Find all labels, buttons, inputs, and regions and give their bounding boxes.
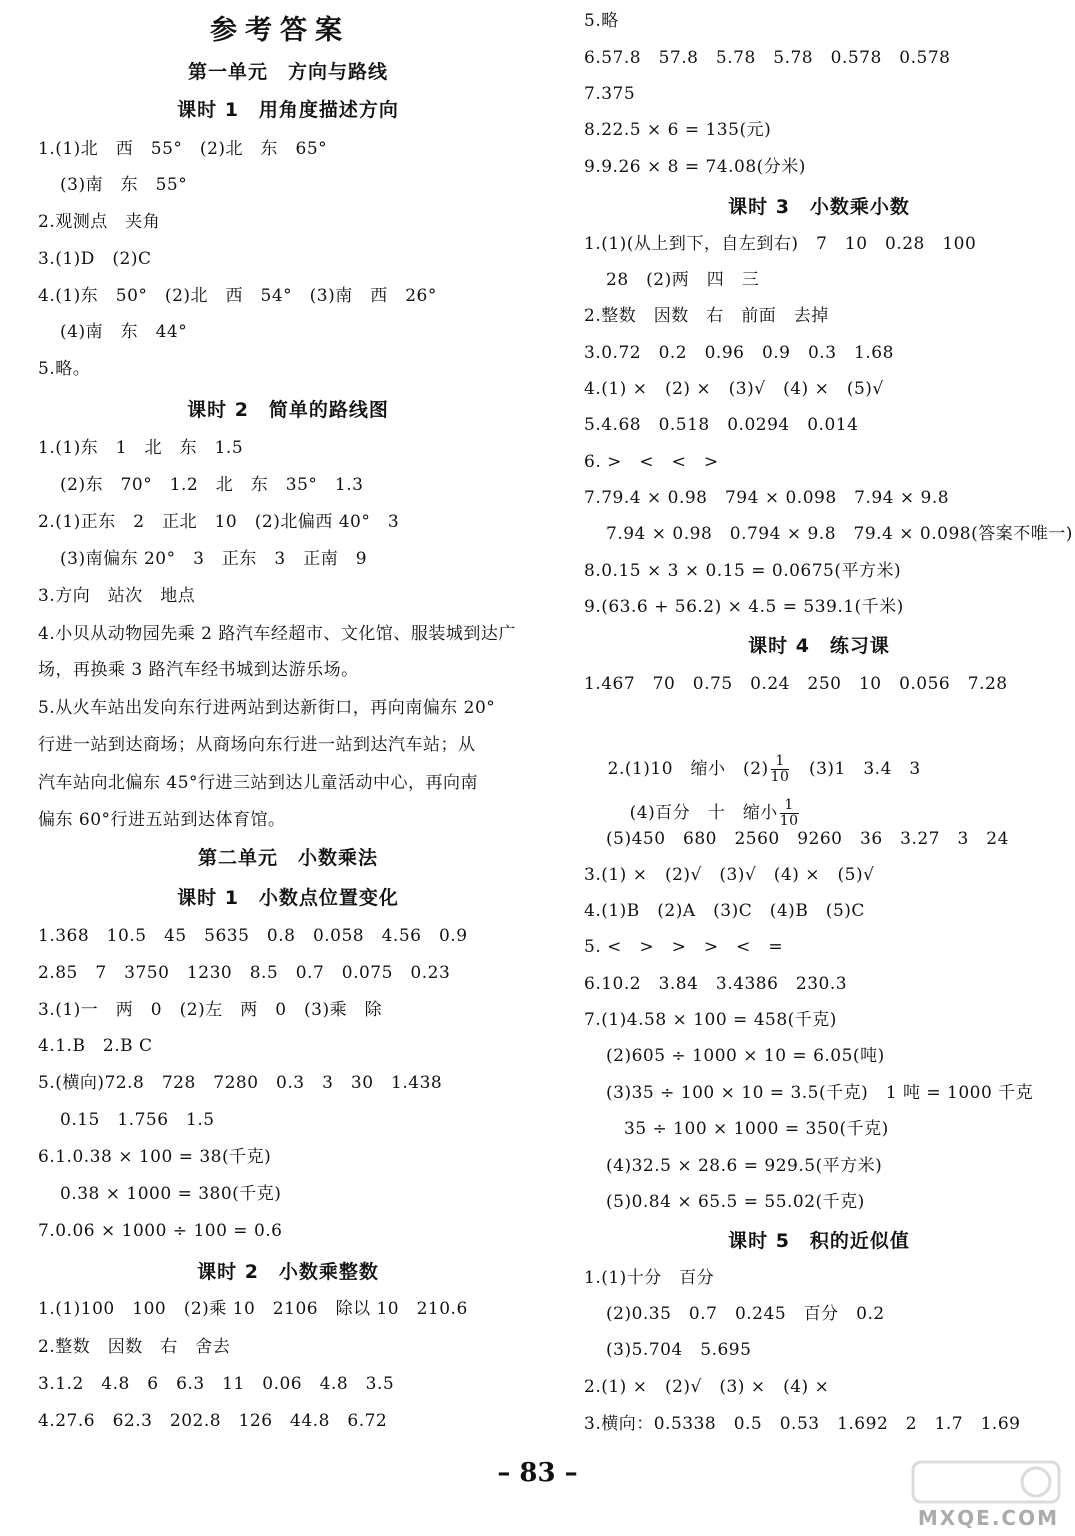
answer-line: (3)35 ÷ 100 × 10 = 3.5(千克) 1 吨 = 1000 千克 — [606, 1083, 1034, 1103]
answer-line: 1.467 70 0.75 0.24 250 10 0.056 7.28 — [584, 674, 1008, 694]
page-title: 参考答案 — [210, 15, 350, 46]
fraction-denominator: 10 — [770, 769, 790, 785]
answer-line: 4.(1)东 50° (2)北 西 54° (3)南 西 26° — [38, 286, 437, 306]
answer-line: 2.85 7 3750 1230 8.5 0.7 0.075 0.23 — [38, 963, 451, 983]
answer-line: 场，再换乘 3 路汽车经书城到达游乐场。 — [38, 660, 359, 680]
answer-line: (4)32.5 × 28.6 = 929.5(平方米) — [606, 1156, 883, 1176]
answer-line: 9.9.26 × 8 = 74.08(分米) — [584, 157, 806, 177]
page-number: – 83 – — [497, 1458, 578, 1488]
fraction-denominator: 10 — [779, 813, 799, 829]
answer-line: 4.(1) × (2) × (3)√ (4) × (5)√ — [584, 379, 884, 399]
answer-line: 8.22.5 × 6 = 135(元) — [584, 120, 772, 140]
answer-line: 6. > < < > — [584, 452, 719, 472]
lesson4-heading: 课时 4 练习课 — [748, 635, 890, 657]
answer-line: (3)5.704 5.695 — [606, 1340, 752, 1360]
answer-line: 4.27.6 62.3 202.8 126 44.8 6.72 — [38, 1411, 388, 1431]
answer-line: 3.(1)D (2)C — [38, 249, 152, 269]
answer-line: 汽车站向北偏东 45°行进三站到达儿童活动中心，再向南 — [38, 773, 479, 793]
answer-line: (2)0.35 0.7 0.245 百分 0.2 — [606, 1304, 885, 1324]
answer-line: 5.4.68 0.518 0.0294 0.014 — [584, 415, 859, 435]
answer-line: 28 (2)两 四 三 — [606, 270, 760, 290]
answer-line: 1.(1)100 100 (2)乘 10 2106 除以 10 210.6 — [38, 1299, 468, 1319]
answer-text: (3)1 3.4 3 — [791, 759, 921, 779]
unit1-heading: 第一单元 方向与路线 — [187, 61, 388, 83]
answer-line: 35 ÷ 100 × 1000 = 350(千克) — [624, 1119, 889, 1139]
unit1-lesson1-heading: 课时 1 用角度描述方向 — [177, 99, 399, 121]
answer-line: (3)南偏东 20° 3 正东 3 正南 9 — [60, 549, 368, 569]
answer-line: 3.方向 站次 地点 — [38, 586, 196, 606]
answer-line: 6.10.2 3.84 3.4386 230.3 — [584, 974, 848, 994]
answer-line: 1.368 10.5 45 5635 0.8 0.058 4.56 0.9 — [38, 926, 468, 946]
lesson3-heading: 课时 3 小数乘小数 — [728, 196, 910, 218]
answer-line: 7.375 — [584, 84, 636, 104]
answer-line: (3)南 东 55° — [60, 175, 188, 195]
answer-line: 7.94 × 0.98 0.794 × 9.8 79.4 × 0.098(答案不唯一) — [606, 524, 1073, 544]
answer-line: 2.整数 因数 右 前面 去掉 — [584, 306, 829, 326]
answer-line: 4.1.B 2.B C — [38, 1036, 153, 1056]
answer-line: 1.(1)十分 百分 — [584, 1268, 715, 1288]
lesson5-heading: 课时 5 积的近似值 — [728, 1230, 910, 1252]
answer-line: 2.(1) × (2)√ (3) × (4) × — [584, 1377, 830, 1397]
answer-line: 8.0.15 × 3 × 0.15 = 0.0675(平方米) — [584, 561, 902, 581]
answer-line: 1.(1)(从上到下，自左到右) 7 10 0.28 100 — [584, 234, 977, 254]
answer-line: 3.(1) × (2)√ (3)√ (4) × (5)√ — [584, 865, 875, 885]
answer-line: 4.(1)B (2)A (3)C (4)B (5)C — [584, 901, 865, 921]
unit2-lesson2-heading: 课时 2 小数乘整数 — [197, 1261, 379, 1283]
answer-line: 2.整数 因数 右 舍去 — [38, 1337, 231, 1357]
answer-line: 2.观测点 夹角 — [38, 212, 161, 232]
answer-line: 1.(1)东 1 北 东 1.5 — [38, 438, 244, 458]
answer-line: 1.(1)北 西 55° (2)北 东 65° — [38, 139, 328, 159]
answer-line: 9.(63.6 + 56.2) × 4.5 = 539.1(千米) — [584, 597, 904, 617]
answer-line: (2)605 ÷ 1000 × 10 = 6.05(吨) — [606, 1046, 885, 1066]
answer-line: 3.0.72 0.2 0.96 0.9 0.3 1.68 — [584, 343, 894, 363]
answer-line: (5)450 680 2560 9260 36 3.27 3 24 — [606, 829, 1009, 849]
answer-line: 5. < > > > < = — [584, 937, 784, 957]
answer-line: (4)南 东 44° — [60, 322, 188, 342]
watermark-text: MXQE.COM — [917, 1506, 1059, 1530]
answer-line: 3.(1)一 两 0 (2)左 两 0 (3)乘 除 — [38, 1000, 383, 1020]
answer-line: 7.0.06 × 1000 ÷ 100 = 0.6 — [38, 1221, 283, 1241]
answer-line: (2)东 70° 1.2 北 东 35° 1.3 — [60, 475, 364, 495]
answer-line: 0.15 1.756 1.5 — [60, 1110, 215, 1130]
answer-line: 5.从火车站出发向东行进两站到达新街口，再向南偏东 20° — [38, 698, 496, 718]
fraction-numerator: 1 — [784, 797, 794, 813]
fraction — [780, 798, 799, 829]
unit1-lesson2-heading: 课时 2 简单的路线图 — [187, 399, 389, 421]
answer-line: 5.(横向)72.8 728 7280 0.3 3 30 1.438 — [38, 1073, 443, 1093]
answer-text: (4)百分 十 缩小 — [629, 803, 778, 823]
answer-line: 2.(1)正东 2 正北 10 (2)北偏西 40° 3 — [38, 512, 400, 532]
fraction-numerator: 1 — [775, 753, 785, 769]
answer-line: 0.38 × 1000 = 380(千克) — [60, 1184, 282, 1204]
answer-text: 2.(1)10 缩小 (2) — [607, 759, 769, 779]
answer-line: 7.(1)4.58 × 100 = 458(千克) — [584, 1010, 837, 1030]
answer-line-with-fraction — [584, 753, 801, 870]
answer-line: 5.略 — [584, 11, 619, 31]
answer-line: 行进一站到达商场；从商场向东行进一站到达汽车站；从 — [38, 735, 476, 755]
unit2-lesson1-heading: 课时 1 小数点位置变化 — [177, 887, 399, 909]
answer-line: 4.小贝从动物园先乘 2 路汽车经超市、文化馆、服装城到达广 — [38, 624, 516, 644]
answer-line: (5)0.84 × 65.5 = 55.02(千克) — [606, 1192, 865, 1212]
answer-line: 6.57.8 57.8 5.78 5.78 0.578 0.578 — [584, 48, 951, 68]
answer-line: 3.1.2 4.8 6 6.3 11 0.06 4.8 3.5 — [38, 1374, 395, 1394]
answer-line: 5.略。 — [38, 359, 91, 379]
unit2-heading: 第二单元 小数乘法 — [197, 847, 378, 869]
answer-line: 7.79.4 × 0.98 794 × 0.098 7.94 × 9.8 — [584, 488, 950, 508]
answer-line: 偏东 60°行进五站到达体育馆。 — [38, 810, 286, 830]
answer-line: 6.1.0.38 × 100 = 38(千克) — [38, 1147, 272, 1167]
answer-line: 3.横向：0.5338 0.5 0.53 1.692 2 1.7 1.69 — [584, 1414, 1021, 1434]
